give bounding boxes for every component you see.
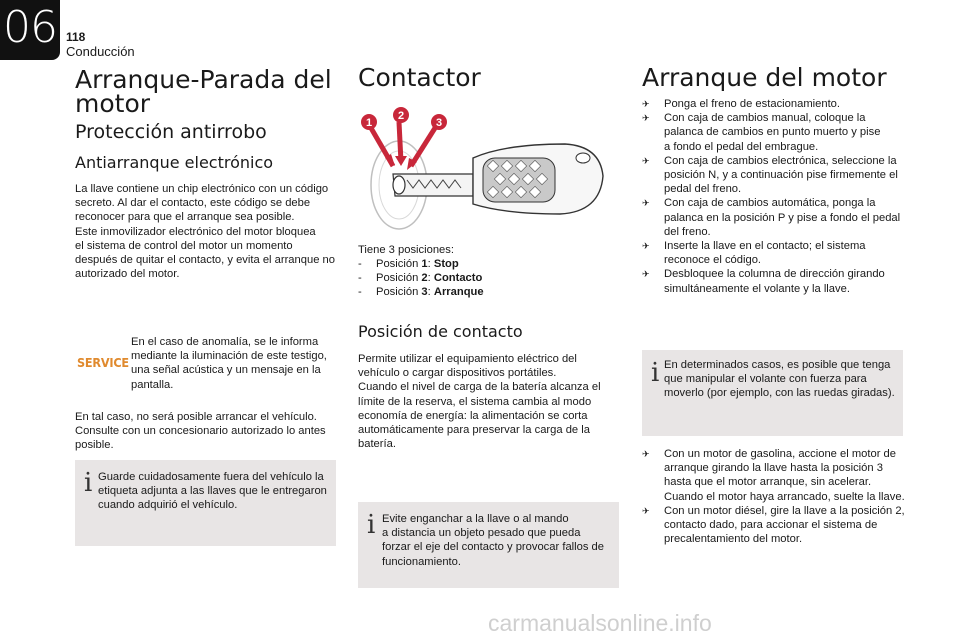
bullet-icon: ✈ bbox=[642, 99, 650, 109]
positions-list bbox=[358, 257, 484, 300]
marker-1-label: 1 bbox=[365, 117, 373, 129]
service-text: En el caso de anomalía, se le informa mediante la iluminación de este testigo, una señal acústica y un mensaje en la pantalla. bbox=[131, 336, 327, 391]
info-text: En determinados casos, es posible que tenga que manipular el volante con fuerza para moverlo (por ejemplo, con las ruedas giradas). bbox=[664, 359, 895, 400]
heading-antiarranque: Antiarranque electrónico bbox=[75, 153, 274, 172]
key-tip bbox=[393, 176, 405, 194]
heading-contactor: Contactor bbox=[358, 63, 481, 92]
info-icon: i bbox=[367, 510, 376, 540]
engine-start-list bbox=[642, 447, 907, 546]
info-text: Evite enganchar a la llave o al mando a distancia un objeto pesado que pueda forzar el eje del contacto y provocar fallos de funcionamiento. bbox=[382, 513, 605, 568]
posicion-contacto-text: Permite utilizar el equipamiento eléctrico del vehículo o cargar dispositivos portátiles. Cuando el nivel de carga de la batería alcanza el límite de la reserva, el sistema cambia al modo economía de energía: la alimentación se corta automáticamente para preservar la carga de la batería. bbox=[358, 353, 601, 451]
key-grip-pattern bbox=[487, 160, 547, 197]
heading-posicion-contacto: Posición de contacto bbox=[358, 322, 523, 341]
chapter-tab bbox=[0, 0, 60, 60]
ignition-key-figure bbox=[355, 100, 615, 240]
step-item: ✈ Con caja de cambios manual, coloque la palanca de cambios en punto muerto y pise a fondo el pedal del embrague. bbox=[642, 112, 881, 153]
info-icon: i bbox=[651, 358, 660, 388]
step-item: ✈ Con caja de cambios automática, ponga la palanca en la posición P y pise a fondo el pedal del freno. bbox=[642, 197, 901, 238]
info-text: Guarde cuidadosamente fuera del vehículo la etiqueta adjunta a las llaves que le entregaron cuando adquirió el vehículo. bbox=[98, 471, 327, 512]
bullet-icon: ✈ bbox=[642, 449, 650, 459]
marker-3-label: 3 bbox=[435, 117, 443, 129]
info-icon: i bbox=[84, 468, 93, 498]
chapter-number: 06 bbox=[3, 2, 57, 53]
bullet-icon: ✈ bbox=[642, 155, 650, 166]
bullet-icon: ✈ bbox=[642, 113, 650, 124]
anomaly-text: En tal caso, no será posible arrancar el vehículo. Consulte con un concesionario autorizado lo antes posible. bbox=[75, 411, 326, 452]
bullet-icon: ✈ bbox=[642, 505, 650, 516]
watermark: carmanualsonline.info bbox=[488, 610, 712, 636]
marker-2-label: 2 bbox=[397, 110, 405, 122]
step-item: ✈ Desbloquee la columna de dirección girando simultáneamente el volante y la llave. bbox=[642, 268, 885, 295]
service-warning-icon: SERVICE bbox=[77, 355, 129, 370]
position-item: - Posición 1: Stop bbox=[358, 258, 459, 270]
page-title: Arranque-Parada del motor bbox=[75, 65, 332, 118]
heading-proteccion: Protección antirrobo bbox=[75, 121, 267, 143]
step-item: ✈ Con un motor de gasolina, accione el motor de arranque girando la llave hasta la posición 3 hasta que el motor arranque, sin acelerar. Cuando el motor haya arrancado, suelte la llave. bbox=[642, 448, 905, 503]
antiarranque-text: La llave contiene un chip electrónico con un código secreto. Al dar el contacto, este código se debe reconocer para que el arranque sea posible. Este inmovilizador electrónico del motor bloquea el sistema de control del motor un momento después de quitar el contacto, y evita el arranque no autorizado del motor. bbox=[75, 183, 335, 281]
step-item: ✈ Inserte la llave en el contacto; el sistema reconoce el código. bbox=[642, 240, 866, 267]
info-box-steering bbox=[642, 350, 903, 436]
bullet-icon: ✈ bbox=[642, 269, 650, 280]
info-box-label bbox=[75, 460, 336, 546]
key-ring-hole bbox=[576, 153, 590, 163]
position-item: - Posición 2: Contacto bbox=[358, 272, 483, 285]
positions-intro: Tiene 3 posiciones: bbox=[358, 244, 454, 256]
bullet-icon: ✈ bbox=[642, 198, 650, 209]
page-number: 118 bbox=[66, 30, 86, 44]
start-steps-list bbox=[642, 97, 907, 296]
step-item: ✈ Ponga el freno de estacionamiento. bbox=[642, 98, 841, 110]
arrow-head-2 bbox=[395, 156, 407, 166]
info-box-key bbox=[358, 502, 619, 588]
step-item: ✈ Con caja de cambios electrónica, seleccione la posición N, y a continuación pise firmemente el pedal del freno. bbox=[642, 154, 898, 196]
step-item: ✈ Con un motor diésel, gire la llave a la posición 2, contacto dado, para accionar el sistema de precalentamiento del motor. bbox=[642, 504, 905, 546]
position-item: - Posición 3: Arranque bbox=[358, 286, 484, 299]
heading-arranque: Arranque del motor bbox=[642, 63, 887, 92]
bullet-icon: ✈ bbox=[642, 241, 650, 252]
section-label: Conducción bbox=[66, 44, 135, 59]
